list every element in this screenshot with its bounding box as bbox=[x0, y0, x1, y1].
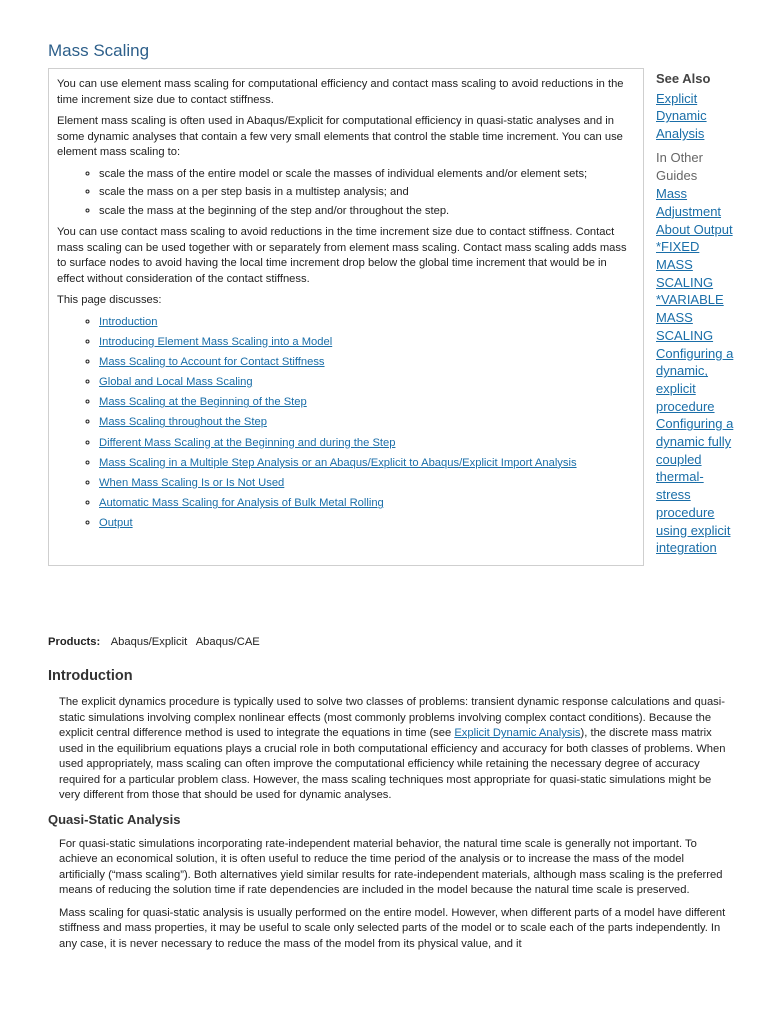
main-content bbox=[48, 666, 732, 959]
topic-list-item bbox=[99, 456, 635, 472]
topic-list-item bbox=[99, 436, 635, 452]
topic-list-item bbox=[99, 335, 635, 351]
topic-link-beginning-of-step[interactable]: Mass Scaling at the Beginning of the Step bbox=[99, 396, 307, 409]
topic-link-output[interactable]: Output bbox=[99, 517, 133, 530]
topic-list-item bbox=[99, 516, 635, 532]
product-item: Abaqus/CAE bbox=[195, 636, 260, 648]
summary-bullet: ◦ scale the mass at the beginning of the step and/or throughout the step. bbox=[99, 204, 635, 220]
introduction-text-after: ), the discrete mass matrix used in the equilibrium equations plays a crucial role in both computational efficiency and accuracy for both classes of problems. When used appropriately, mass scaling can often improve the computational efficiency while retaining the necessary degree of accuracy required for a particular problem class. However, the mass scaling techniques most appropriate for quasi-static simulations might be very different from those that should be used for dynamic analyses. bbox=[59, 727, 726, 801]
summary-paragraph-4: This page discusses: bbox=[57, 294, 162, 306]
other-link-variable-mass-scaling[interactable]: *VARIABLE MASS SCALING bbox=[656, 292, 724, 343]
products-line bbox=[48, 635, 266, 651]
topic-link-when-used[interactable]: When Mass Scaling Is or Is Not Used bbox=[99, 477, 285, 489]
other-link-configuring-thermal-stress[interactable]: Configuring a dynamic fully coupled thermal-stress procedure using explicit integration bbox=[656, 416, 734, 556]
topic-list-item bbox=[99, 355, 635, 371]
topic-list-item bbox=[99, 476, 635, 492]
topic-link-introduction[interactable]: Introduction bbox=[99, 315, 158, 328]
introduction-text-before: The explicit dynamics procedure is typically used to solve two classes of problems: transient dynamic response calculations and quasi-static simulations involving complex nonlinear effects (most commonly problems involving complex contact conditions). Because the explicit central difference method is used to integrate the equations in time (see bbox=[59, 696, 725, 739]
topic-link-introducing-element-mass-scaling[interactable]: Introducing Element Mass Scaling into a Model bbox=[99, 335, 333, 348]
other-link-configuring-explicit[interactable]: Configuring a dynamic, explicit procedure bbox=[656, 345, 734, 414]
summary-paragraph-1: You can use element mass scaling for computational efficiency and contact mass scaling to avoid reductions in the time increment size due to contact stiffness. bbox=[57, 78, 624, 106]
summary-paragraph-3: You can use contact mass scaling to avoid reductions in the time increment size due to contact stiffness. Contact mass scaling can be used together with or separately from element mass scaling. Contact mass scaling adds mass to surface nodes to avoid having the local time increment drop below the global time increment that would be in effect without consideration of the contact stiffness. bbox=[57, 226, 627, 285]
introduction-heading: Introduction bbox=[48, 668, 133, 684]
quasi-static-paragraph-2: Mass scaling for quasi-static analysis is usually performed on the entire model. However, when different parts of a model have different stiffness and mass properties, it may be useful to scale only selected parts of the model or to scale each of the parts independently. In any case, it is never necessary to reduce the mass of the model from its physical value, and it bbox=[59, 906, 726, 950]
see-also-heading: See Also bbox=[656, 71, 711, 86]
other-guides-heading: In Other Guides bbox=[656, 149, 703, 183]
topic-list-item bbox=[99, 415, 635, 431]
topic-link-throughout-step[interactable]: Mass Scaling throughout the Step bbox=[99, 416, 267, 429]
topic-link-bulk-metal-rolling[interactable]: Automatic Mass Scaling for Analysis of Bulk Metal Rolling bbox=[99, 497, 384, 510]
topic-link-multiple-step[interactable]: Mass Scaling in a Multiple Step Analysis or an Abaqus/Explicit to Abaqus/Explicit Import Analysis bbox=[99, 456, 577, 469]
introduction-paragraph bbox=[59, 695, 732, 804]
topic-link-list bbox=[57, 315, 635, 532]
summary-bullet: ◦ scale the mass on a per step basis in a multistep analysis; and bbox=[99, 185, 635, 201]
other-link-fixed-mass-scaling[interactable]: *FIXED MASS SCALING bbox=[656, 239, 714, 290]
see-also-link-explicit-dynamic-analysis[interactable]: Explicit Dynamic Analysis bbox=[656, 90, 707, 142]
other-link-mass-adjustment[interactable]: Mass Adjustment bbox=[656, 186, 722, 219]
other-link-about-output[interactable]: About Output bbox=[656, 221, 733, 237]
summary-bullet: ◦ scale the mass of the entire model or scale the masses of individual elements and/or element sets; bbox=[99, 167, 635, 183]
products-label: Products: bbox=[48, 636, 101, 648]
quasi-static-paragraph-1: For quasi-static simulations incorporating rate-independent material behavior, the natural time scale is generally not important. To achieve an economical solution, it is often useful to reduce the time period of the analysis or to increase the mass of the model artificially (“mass scaling”). Both alternatives yield similar results for rate-independent materials, although mass scaling is the preferred means of reducing the solution time if rate dependencies are included in the model because the natural time scale is preserved. bbox=[59, 837, 723, 896]
product-item: Abaqus/Explicit bbox=[110, 636, 188, 648]
topic-list-item bbox=[99, 395, 635, 411]
page-title: Mass Scaling bbox=[48, 41, 150, 60]
quasi-static-heading: Quasi-Static Analysis bbox=[48, 811, 181, 827]
topic-list-item bbox=[99, 496, 635, 512]
topic-list-item bbox=[99, 315, 635, 331]
topic-link-global-local[interactable]: Global and Local Mass Scaling bbox=[99, 376, 253, 389]
summary-box bbox=[48, 68, 644, 566]
explicit-dynamic-analysis-link[interactable]: Explicit Dynamic Analysis bbox=[454, 727, 581, 739]
summary-paragraph-2: Element mass scaling is often used in Abaqus/Explicit for computational efficiency in quasi-static analyses and in some dynamic analyses that contain a few very small elements that control the stable time increment. You can use element mass scaling to: bbox=[57, 115, 623, 158]
summary-bullet-list bbox=[57, 167, 635, 220]
see-also-sidebar bbox=[656, 70, 736, 557]
topic-list-item bbox=[99, 375, 635, 391]
topic-link-different-mass-scaling[interactable]: Different Mass Scaling at the Beginning and during the Step bbox=[99, 436, 396, 449]
topic-link-contact-stiffness[interactable]: Mass Scaling to Account for Contact Stiffness bbox=[99, 355, 325, 368]
